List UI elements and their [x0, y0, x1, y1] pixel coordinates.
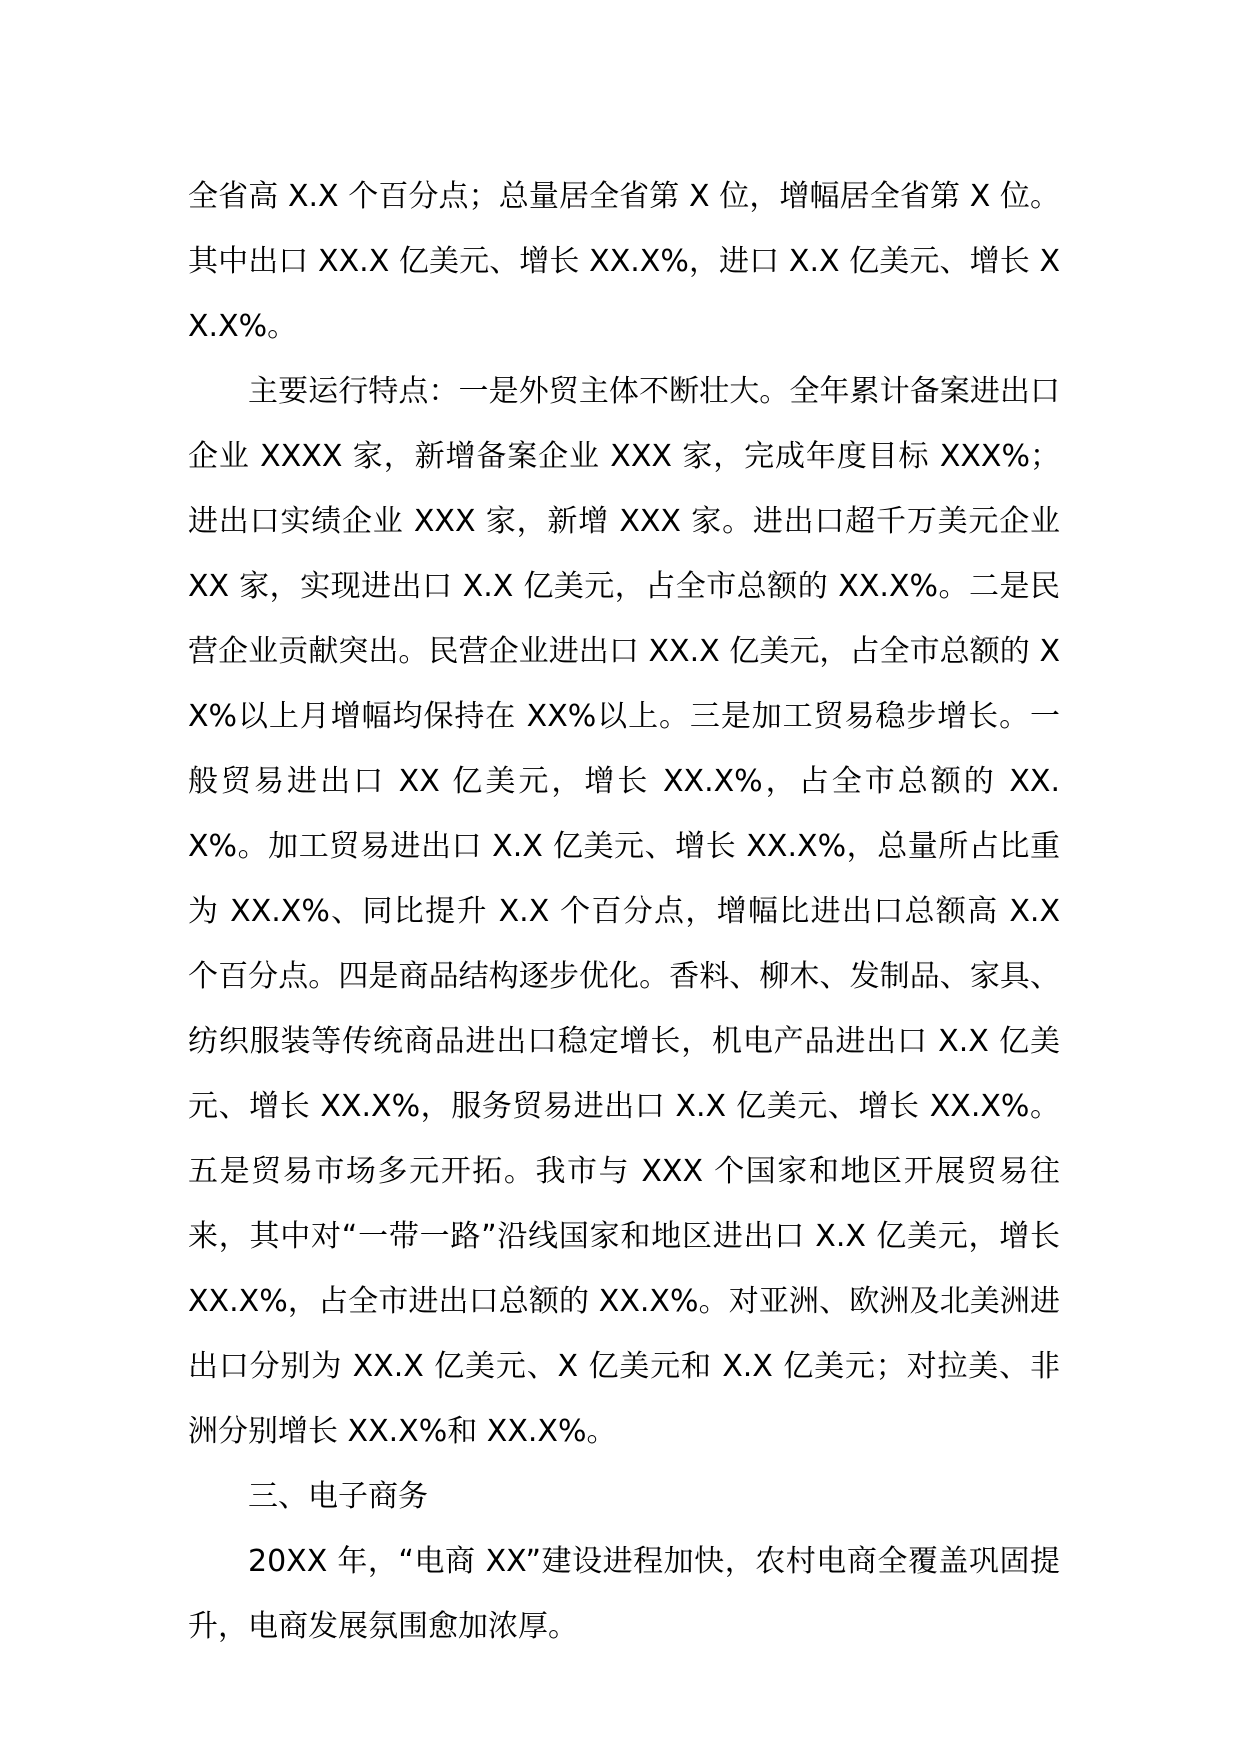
paragraph-ecommerce: 20XX 年，“电商 XX”建设进程加快，农村电商全覆盖巩固提升，电商发展氛围愈加浓厚。: [188, 1544, 1060, 1644]
paragraph-trade-continuation: 全省高 X.X 个百分点；总量居全省第 X 位，增幅居全省第 X 位。其中出口 XX.X 亿美元、增长 XX.X%，进口 X.X 亿美元、增长 XX.X%。: [188, 179, 1060, 344]
paragraph-main-features: 主要运行特点：一是外贸主体不断壮大。全年累计备案进出口企业 XXXX 家，新增备案企业 XXX 家，完成年度目标 XXX%；进出口实绩企业 XXX 家，新增 XXX 家。进出口超千万美元企业 XX 家，实现进出口 X.X 亿美元，占全市总额的 XX.X%。二是民营企业贡献突出。民营企业进出口 XX.X 亿美元，占全市总额的 XX%以上月增幅均保持在 XX%以上。三是加工贸易稳步增长。一般贸易进出口 XX 亿美元，增长 XX.X%，占全市总额的 XX.X%。加工贸易进出口 X.X 亿美元、增长 XX.X%，总量所占比重为 XX.X%、同比提升 X.X 个百分点，增幅比进出口总额高 X.X 个百分点。四是商品结构逐步优化。香料、柳木、发制品、家具、纺织服装等传统商品进出口稳定增长，机电产品进出口 X.X 亿美元、增长 XX.X%，服务贸易进出口 X.X 亿美元、增长 XX.X%。五是贸易市场多元开拓。我市与 XXX 个国家和地区开展贸易往来，其中对“一带一路”沿线国家和地区进出口 X.X 亿美元，增长 XX.X%，占全市进出口总额的 XX.X%。对亚洲、欧洲及北美洲进出口分别为 XX.X 亿美元、X 亿美元和 X.X 亿美元；对拉美、非洲分别增长 XX.X%和 XX.X%。: [188, 374, 1060, 1449]
document-body: [188, 164, 1060, 1659]
section-heading-ecommerce: 三、电子商务: [248, 1479, 428, 1514]
